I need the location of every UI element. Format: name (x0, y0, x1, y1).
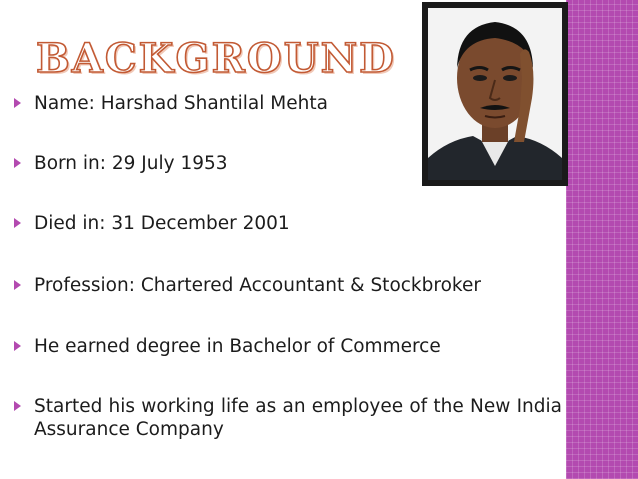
bullet-text: Born in: 29 July 1953 (34, 153, 228, 174)
bullet-item-name (14, 92, 562, 115)
bullet-text: Started his working life as an employee of the New India Assurance Company (34, 396, 562, 440)
bullet-text: Died in: 31 December 2001 (34, 213, 290, 234)
bullet-item-died (14, 212, 562, 235)
bullet-text: Name: Harshad Shantilal Mehta (34, 93, 328, 114)
triangle-bullet-icon (14, 401, 21, 411)
triangle-bullet-icon (14, 280, 21, 290)
bullet-item-born (14, 152, 562, 175)
bullet-item-degree (14, 335, 562, 358)
triangle-bullet-icon (14, 98, 21, 108)
triangle-bullet-icon (14, 218, 21, 228)
triangle-bullet-icon (14, 341, 21, 351)
bullet-text: He earned degree in Bachelor of Commerce (34, 336, 441, 357)
bullet-item-career (14, 395, 562, 441)
decorative-sidebar (566, 0, 638, 479)
slide-title: BACKGROUND (36, 35, 396, 82)
bullet-item-profession (14, 274, 562, 297)
bullet-text: Profession: Chartered Accountant & Stockbroker (34, 275, 481, 296)
triangle-bullet-icon (14, 158, 21, 168)
